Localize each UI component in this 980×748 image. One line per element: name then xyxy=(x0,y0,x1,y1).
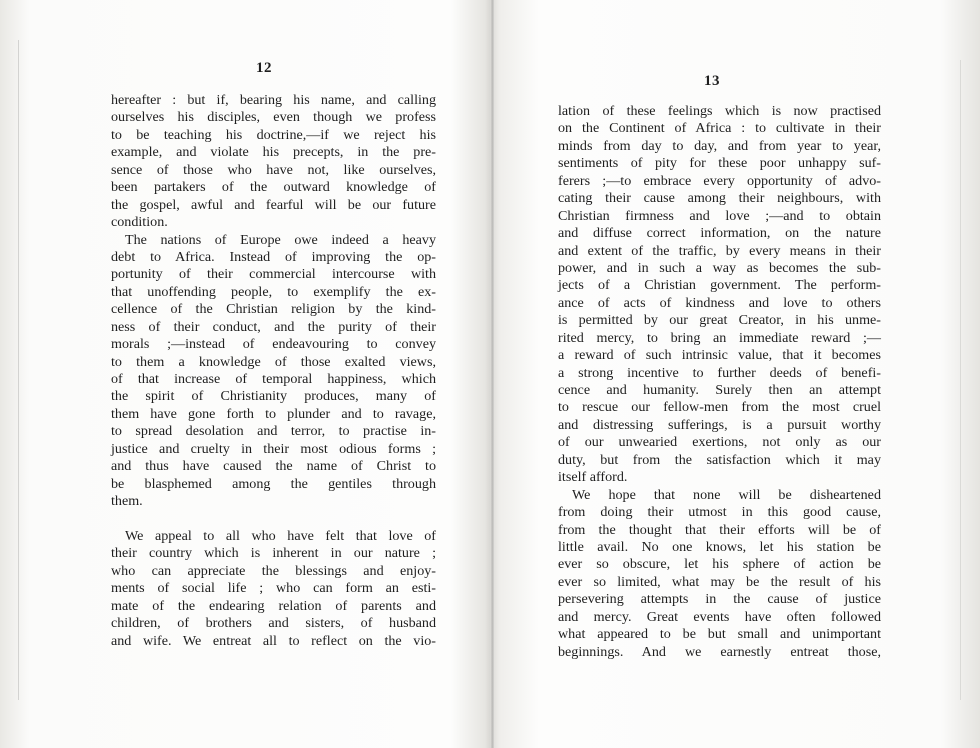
text-line: little avail. No one knows, let his station be xyxy=(558,538,881,555)
text-line: the spirit of Christianity produces, many of xyxy=(111,388,436,405)
book-gutter xyxy=(491,0,494,748)
text-line: from doing their utmost in this good cause, xyxy=(558,504,881,521)
text-line: and wife. We entreat all to reflect on the vio- xyxy=(111,632,436,649)
text-line: who can appreciate the blessings and enjoy- xyxy=(111,562,436,579)
text-line: the gospel, awful and fearful will be our future xyxy=(111,196,436,213)
text-line: sentiments of pity for these poor unhappy suf- xyxy=(558,155,881,172)
text-line: debt to Africa. Instead of improving the op- xyxy=(111,248,436,265)
left-paragraph-1 xyxy=(111,92,436,232)
text-line: what appeared to be but small and unimportant xyxy=(558,626,881,643)
left-paragraph-2 xyxy=(111,232,436,511)
text-line: lation of these feelings which is now practised xyxy=(558,103,881,119)
text-line: been partakers of the outward knowledge of xyxy=(111,179,436,196)
text-line: to be teaching his doctrine,—if we reject his xyxy=(111,126,436,143)
text-line: and diffuse correct information, on the nature xyxy=(558,225,881,242)
right-page-number: 13 xyxy=(704,73,720,89)
text-line: cellence of the Christian religion by the kind- xyxy=(111,301,436,318)
text-line: itself afford. xyxy=(558,469,628,486)
right-paragraph-1 xyxy=(558,103,881,487)
right-page-edge xyxy=(960,60,961,700)
text-line: ferers ;—to embrace every opportunity of advo- xyxy=(558,172,881,189)
text-line: ourselves his disciples, even though we profess xyxy=(111,109,436,126)
left-page-number: 12 xyxy=(256,60,272,76)
text-line: rited mercy, to bring an immediate reward ;— xyxy=(558,329,881,346)
text-line: morals ;—instead of endeavouring to convey xyxy=(111,336,436,353)
text-line: condition. xyxy=(111,214,168,231)
text-line: Christian firmness and love ;—and to obtain xyxy=(558,207,881,224)
text-line: jects of a Christian government. The perform- xyxy=(558,277,881,294)
text-line: beginnings. And we earnestly entreat those, xyxy=(558,643,881,660)
text-line: We appeal to all who have felt that love of xyxy=(125,527,436,544)
text-line: The nations of Europe owe indeed a heavy xyxy=(125,231,436,248)
text-line: be blasphemed among the gentiles through xyxy=(111,475,436,492)
text-line: power, and in such a way as becomes the sub- xyxy=(558,259,881,276)
text-line: their country which is inherent in our nature ; xyxy=(111,545,436,562)
text-line: ness of their conduct, and the purity of their xyxy=(111,318,436,335)
text-line: and distressing sufferings, is a pursuit worthy xyxy=(558,416,881,433)
text-line: is permitted by our great Creator, in his unme- xyxy=(558,312,881,329)
text-line: of that increase of temporal happiness, which xyxy=(111,371,436,387)
right-paragraph-2 xyxy=(558,487,881,661)
text-line: them. xyxy=(111,493,143,510)
left-page-text xyxy=(111,92,436,650)
text-line: that unoffending people, to exemplify the ex- xyxy=(111,283,436,300)
text-line: justice and cruelty in their most odious forms ; xyxy=(111,440,436,457)
text-line: mate of the endearing relation of parents and xyxy=(111,597,436,614)
text-line: persevering attempts in the cause of justice xyxy=(558,591,881,608)
text-line: portunity of their commercial intercourse with xyxy=(111,266,436,283)
text-line: ments of social life ; who can form an esti- xyxy=(111,580,436,597)
text-line: hereafter : but if, bearing his name, and calling xyxy=(111,92,436,108)
text-line: ever so obscure, let his sphere of action be xyxy=(558,556,881,573)
right-page-text xyxy=(558,103,881,661)
text-line: duty, but from the satisfaction which it may xyxy=(558,451,881,468)
paragraph-gap xyxy=(111,511,436,528)
text-line: to them a knowledge of those exalted views, xyxy=(111,353,436,370)
text-line: children, of brothers and sisters, of husband xyxy=(111,615,436,632)
text-line: sence of those who have not, like ourselves, xyxy=(111,161,436,178)
text-line: cating their cause among their neighbours, with xyxy=(558,190,881,207)
text-line: a reward of such intrinsic value, that it becomes xyxy=(558,347,881,364)
text-line: a strong incentive to further deeds of benefi- xyxy=(558,364,881,381)
text-line: ever so limited, what may be the result of his xyxy=(558,573,881,590)
text-line: We hope that none will be disheartened xyxy=(572,486,881,503)
text-line: and extent of the traffic, by every means in their xyxy=(558,242,881,259)
text-line: minds from day to day, and from year to year, xyxy=(558,137,881,154)
text-line: them have gone forth to plunder and to ravage, xyxy=(111,405,436,422)
text-line: cence and humanity. Surely then an attempt xyxy=(558,382,881,398)
text-line: on the Continent of Africa : to cultivate in their xyxy=(558,120,881,137)
left-page-edge xyxy=(18,40,19,700)
text-line: example, and violate his precepts, in the pre- xyxy=(111,144,436,161)
text-line: of our unwearied exertions, not only as our xyxy=(558,434,881,451)
text-line: and thus have caused the name of Christ to xyxy=(111,458,436,475)
text-line: to rescue our fellow-men from the most cruel xyxy=(558,399,881,416)
text-line: ance of acts of kindness and love to others xyxy=(558,294,881,311)
left-paragraph-3 xyxy=(111,528,436,650)
text-line: to spread desolation and terror, to practise in- xyxy=(111,423,436,440)
text-line: and mercy. Great events have often followed xyxy=(558,608,881,625)
text-line: from the thought that their efforts will be of xyxy=(558,521,881,538)
